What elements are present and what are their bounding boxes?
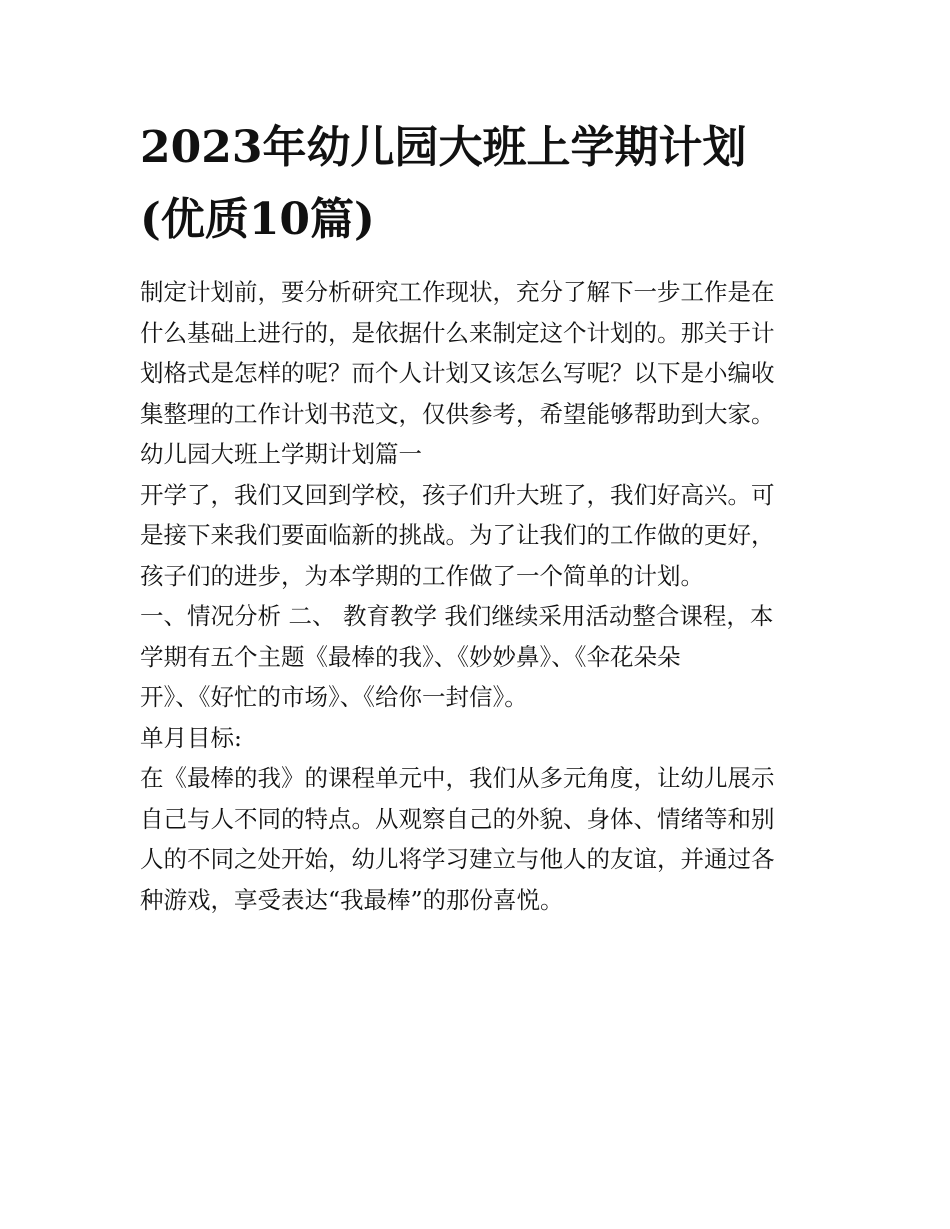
- text-line: 单月目标:: [140, 723, 242, 752]
- title-line-2: (优质10篇): [140, 194, 375, 245]
- text-line: 制定计划前，要分析研究工作现状，充分了解下一步工作是在: [140, 278, 775, 306]
- section-heading: [140, 434, 830, 475]
- text-line: 人的不同之处开始，幼儿将学习建立与他人的友谊，并通过各: [140, 845, 775, 873]
- text-line: 幼儿园大班上学期计划篇一: [140, 440, 422, 468]
- text-line: 孩子们的进步，为本学期的工作做了一个简单的计划。: [140, 561, 704, 590]
- text-line: 是接下来我们要面临新的挑战。为了让我们的工作做的更好，: [140, 521, 775, 549]
- text-line: 在《最棒的我》的课程单元中，我们从多元角度，让幼儿展示: [140, 764, 775, 792]
- document-title: [140, 112, 830, 256]
- text-line: 划格式是怎样的呢？而个人计划又该怎么写呢？以下是小编收: [140, 359, 775, 387]
- text-line: 自己与人不同的特点。从观察自己的外貌、身体、情绪等和别: [140, 804, 775, 833]
- text-line: 开》、《好忙的市场》、《给你一封信》。: [140, 683, 528, 711]
- intro-paragraph: [140, 272, 830, 434]
- opening-paragraph: [140, 475, 830, 597]
- goal-paragraph: [140, 758, 830, 920]
- text-line: 开学了，我们又回到学校，孩子们升大班了，我们好高兴。可: [140, 480, 775, 509]
- text-line: 集整理的工作计划书范文，仅供参考，希望能够帮助到大家。: [140, 399, 775, 428]
- text-line: 一、情况分析 二、 教育教学 我们继续采用活动整合课程，本: [140, 602, 774, 630]
- analysis-paragraph: [140, 596, 830, 718]
- text-line: 种游戏，享受表达“我最棒”的那份喜悦。: [140, 885, 564, 914]
- document-page: [140, 112, 830, 920]
- text-line: 什么基础上进行的，是依据什么来制定这个计划的。那关于计: [140, 318, 775, 347]
- monthly-goal-heading: [140, 718, 830, 759]
- text-line: 学期有五个主题《最棒的我》、《妙妙鼻》、《伞花朵朵: [140, 642, 681, 671]
- title-line-1: 2023年幼儿园大班上学期计划: [140, 122, 747, 173]
